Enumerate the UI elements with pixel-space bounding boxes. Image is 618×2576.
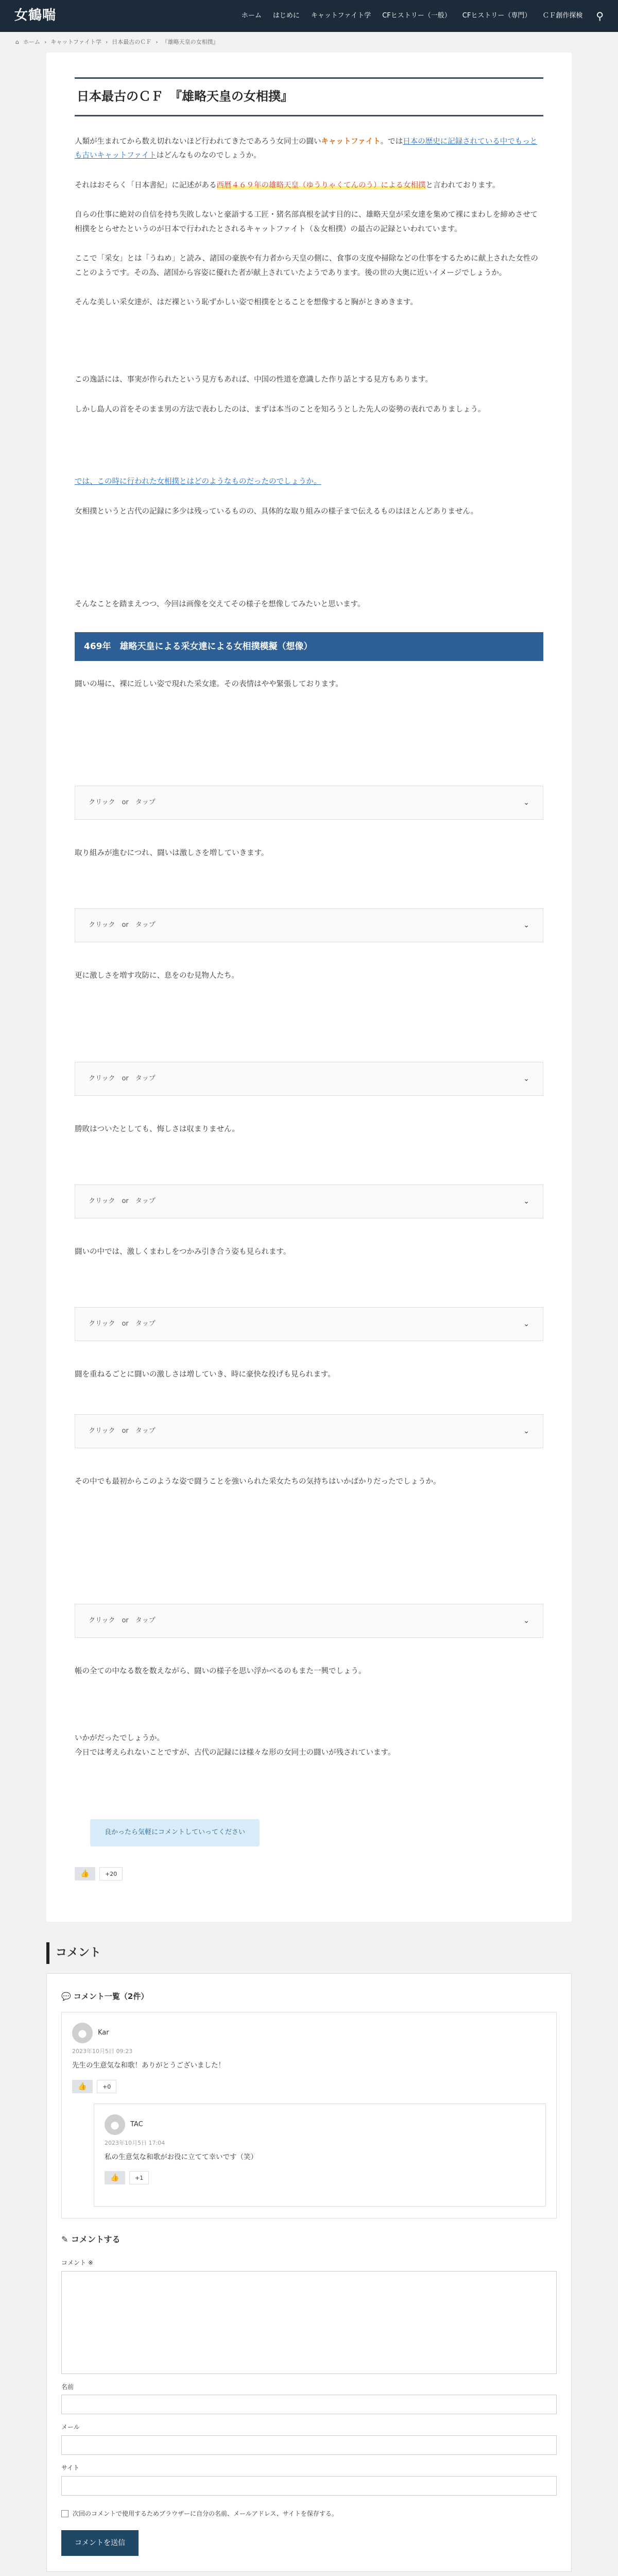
comment-list-title: 💬 コメント一覧（2件） — [61, 1991, 149, 2001]
paragraph-11: 闘いの場に、裸に近しい姿で現れた采女達。その表情はやや緊張しております。 — [75, 680, 343, 689]
paragraph-17: その中でも最初からこのような姿で闘うことを強いられた采女たちの気持ちはいかばかりだったでしょうか。 — [75, 1478, 441, 1486]
paragraph-18: 帳の全ての中なる数を数えながら、闘いの様子を思い浮かべるのもまた一興でしょう。 — [75, 1667, 366, 1676]
comment-author: Kar — [98, 2029, 109, 2037]
comment-textarea[interactable] — [61, 2271, 557, 2374]
paragraph-5: そんな美しい采女達が、はだ裸という恥ずかしい姿で相撲をとることを想像すると胸がときめきます。 — [75, 298, 418, 307]
paragraph-2: それはおそらく「日本書紀」に記述がある西暦４６９年の雄略天皇（ゆうりゃくてんのう）による女相撲と言われております。 — [75, 181, 500, 190]
email-field[interactable] — [61, 2435, 557, 2455]
breadcrumb-current: 『雄略天皇の女相撲』 — [162, 38, 219, 45]
save-info-checkbox[interactable]: 次回のコメントで使用するためブラウザーに自分の名前、メールアドレス、サイトを保存する。 — [61, 2508, 557, 2520]
pencil-icon: ✎ — [61, 2234, 71, 2245]
breadcrumb-category[interactable]: キャットファイト学 — [50, 38, 101, 45]
site-logo[interactable]: 女鶴喘 — [14, 8, 57, 24]
chevron-down-icon: ⌄ — [523, 1427, 529, 1436]
checkbox-box[interactable] — [61, 2510, 68, 2517]
breadcrumb-home[interactable]: ホーム — [23, 38, 40, 45]
chevron-down-icon: ⌄ — [523, 1320, 529, 1329]
site-header — [0, 0, 618, 32]
nav-item-intro[interactable]: はじめに — [272, 11, 300, 20]
comments-box — [46, 1973, 572, 2572]
chevron-down-icon: ⌄ — [523, 1617, 529, 1625]
chevron-down-icon: ⌄ — [523, 799, 529, 807]
accordion-toggle[interactable]: クリック or タップ ⌄ — [75, 1604, 543, 1638]
avatar: ● — [72, 2023, 93, 2043]
submit-comment-button[interactable]: コメントを送信 — [61, 2530, 139, 2556]
comment-field-label: コメント ※ — [61, 2259, 93, 2266]
comment-icon: 💬 — [61, 1991, 74, 2001]
article-card — [46, 53, 572, 1922]
email-field-label: メール — [61, 2424, 80, 2431]
breadcrumb-sub[interactable]: 日本最古のＣＦ — [112, 38, 152, 45]
chevron-down-icon: ⌄ — [523, 921, 529, 930]
paragraph-13: 更に激しさを増す攻防に、息をのむ見物人たち。 — [75, 972, 239, 980]
comment-text: 先生の生意気な和歌！ありがとうございました！ — [72, 2061, 225, 2070]
accordion-toggle[interactable]: クリック or タップ ⌄ — [75, 1307, 543, 1341]
name-field-label: 名前 — [61, 2383, 74, 2391]
site-field-label: サイト — [61, 2464, 80, 2472]
paragraph-14: 勝敗はついたとしても、悔しさは収まりません。 — [75, 1125, 239, 1134]
like-count: +20 — [99, 1867, 123, 1880]
comment-form-title: ✎ コメントする — [61, 2234, 121, 2245]
paragraph-12: 取り組みが進むにつれ、闘いは激しさを増していきます。 — [75, 849, 269, 858]
avatar: ● — [105, 2114, 125, 2135]
comment-like-bar — [105, 2171, 535, 2184]
comments-section — [46, 1942, 572, 2572]
nav-item-history-general[interactable]: CFヒストリー（一般） — [382, 11, 451, 20]
thumbs-up-icon[interactable]: 👍 — [72, 2080, 93, 2093]
search-icon[interactable]: ⚲ — [596, 10, 604, 22]
comment-text: 私の生意気な和歌がお役に立てて幸いです（笑） — [105, 2153, 258, 2161]
nav-item-creative[interactable]: ＣＦ創作探検 — [542, 11, 583, 20]
comment-date: 2023年10月5日 17:04 — [105, 2139, 165, 2146]
accordion-toggle[interactable]: クリック or タップ ⌄ — [75, 908, 543, 942]
accordion-toggle[interactable]: クリック or タップ ⌄ — [75, 786, 543, 820]
paragraph-8: では、この時に行われた女相撲とはどのようなものだったのでしょうか。 — [75, 477, 321, 486]
comment-like-count: +0 — [97, 2080, 116, 2093]
section-heading: 469年 雄略天皇による采女達による女相撲模擬（想像） — [75, 632, 543, 661]
paragraph-6: この逸話には、事実が作られたという見方もあれば、中国の性道を意識した作り話とする見方もあります。 — [75, 376, 433, 384]
paragraph-4: ここで「采女」とは「うねめ」と読み、諸国の豪族や有力者から天皇の側に、食事の支度や掃除などの仕事をするために献上された女性のことのようです。その為、諸国から容姿に優れた者が献上されていたようであります。後の世の大奥に近いイメージでしょうか。 — [75, 255, 538, 277]
paragraph-15: 闘いの中では、激しくまわしをつかみ引き合う姿も見られます。 — [75, 1248, 291, 1257]
nav-item-catfight[interactable]: キャットファイト学 — [311, 11, 371, 20]
paragraph-19: いかがだったでしょうか。 今日では考えられないことですが、古代の記録には様々な形の女同士の闘いが残されています。 — [75, 1734, 396, 1757]
nav-item-home[interactable]: ホーム — [241, 11, 262, 20]
name-field[interactable] — [61, 2395, 557, 2414]
paragraph-9: 女相撲というと古代の記録に多少は残っているものの、具体的な取り組みの様子まで伝えるものはほとんどありません。 — [75, 507, 478, 516]
comment-cta-bubble: 良かったら気軽にコメントしていってください — [90, 1819, 260, 1846]
nav-item-history-pro[interactable]: CFヒストリー（専門） — [462, 11, 531, 20]
comment-like-bar — [72, 2080, 546, 2093]
paragraph-1: 人類が生まれてから数え切れないほど行われてきたであろう女同士の闘いキャットファイト。では日本の歴史に記録されている中でもっとも古いキャットファイトはどんなものなのでしょうか。 — [75, 137, 538, 160]
paragraph-3: 自らの仕事に絶対の自信を持ち失敗しないと豪語する工匠・猪名部真根を試す目的に、雄略天皇が采女達を集めて裸にまわしを締めさせて相撲をとらせたというのが日本で行われたとされるキャットファイト（＆女相撲）の最古の記録といわれています。 — [75, 211, 538, 233]
thumbs-up-icon[interactable]: 👍 — [105, 2171, 125, 2184]
chevron-down-icon: ⌄ — [523, 1197, 529, 1206]
paragraph-16: 闘を重ねるごとに闘いの激しさは増していき、時に豪快な投げも見られます。 — [75, 1370, 335, 1379]
accordion-toggle[interactable]: クリック or タップ ⌄ — [75, 1184, 543, 1218]
page-title: 日本最古のＣＦ 『雄略天皇の女相撲』 — [75, 77, 543, 116]
site-field[interactable] — [61, 2476, 557, 2496]
paragraph-7: しかし島人の首をそのまま男の方法で表わしたのは、まずは本当のことを知ろうとした先人の姿勢の表れでありましょう。 — [75, 405, 486, 414]
paragraph-10: そんなことを踏まえつつ、今回は画像を交えてその様子を想像してみたいと思います。 — [75, 600, 365, 608]
comment-like-count: +1 — [129, 2171, 149, 2184]
comment-author: TAC — [130, 2120, 143, 2128]
chevron-down-icon: ⌄ — [523, 1075, 529, 1083]
comment-item — [61, 2012, 557, 2218]
home-icon[interactable]: ⌂ — [15, 38, 19, 45]
thumbs-up-icon[interactable]: 👍 — [75, 1867, 95, 1880]
accordion-toggle[interactable]: クリック or タップ ⌄ — [75, 1062, 543, 1096]
accordion-toggle[interactable]: クリック or タップ ⌄ — [75, 1414, 543, 1448]
comment-date: 2023年10月5日 09:23 — [72, 2048, 133, 2055]
breadcrumb: ⌂ ホーム › キャットファイト学 › 日本最古のＣＦ › 『雄略天皇の女相撲』 — [0, 32, 618, 53]
comments-title: コメント — [46, 1942, 572, 1964]
main-nav — [230, 6, 604, 26]
comment-reply — [94, 2104, 546, 2207]
like-bar — [75, 1867, 543, 1880]
